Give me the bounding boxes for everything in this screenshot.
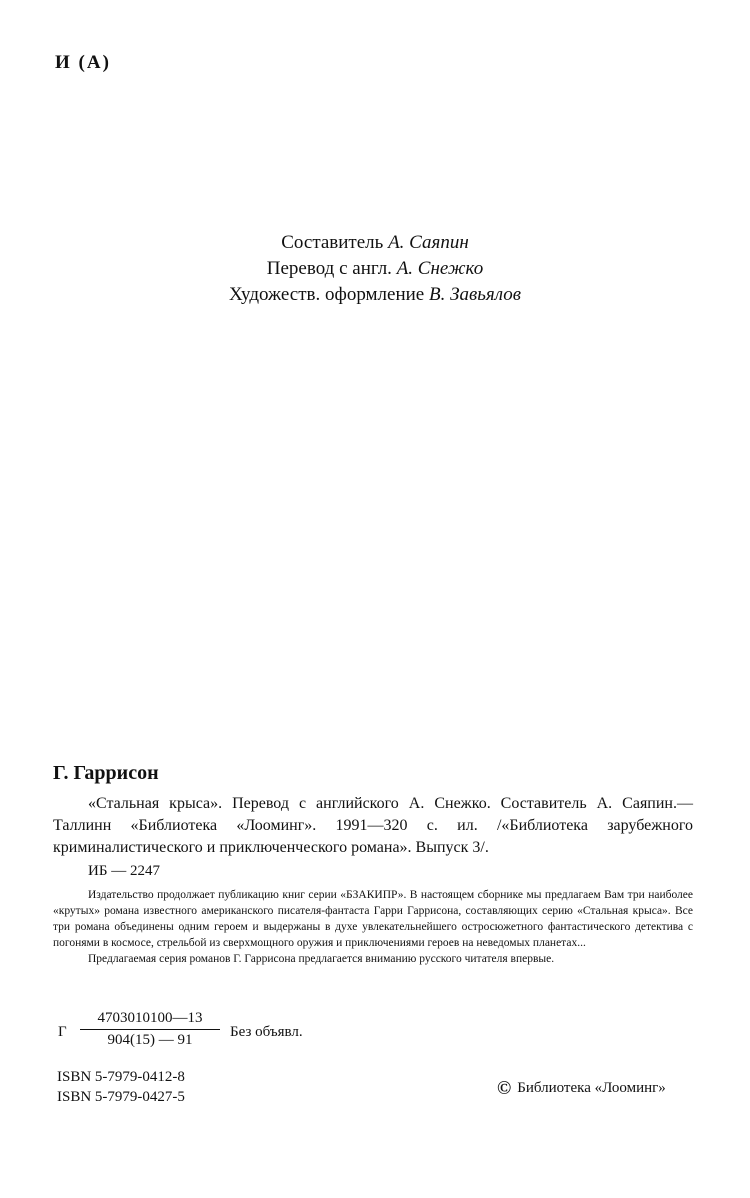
catalog-code: И (А) bbox=[55, 52, 111, 73]
translation-label: Перевод с англ. bbox=[266, 258, 392, 279]
isbn-block bbox=[57, 1067, 185, 1107]
compiler-line bbox=[0, 230, 750, 256]
copyright-icon: © bbox=[497, 1078, 512, 1099]
bibliographic-entry: «Стальная крыса». Перевод с английского А. Снежко. Составитель А. Саяпин.— Таллинн «Библиотека «Лооминг». 1991—320 с. ил. /«Библиотека зарубежного криминалистического и приключенческого романа». Выпуск 3/. bbox=[53, 795, 693, 856]
copyright-holder: Библиотека «Лооминг» bbox=[517, 1080, 666, 1096]
price-code-letter: Г bbox=[58, 1024, 67, 1040]
isbn-line: ISBN 5-7979-0427-5 bbox=[57, 1089, 185, 1105]
compiler-label: Составитель bbox=[281, 232, 384, 253]
credits-block bbox=[0, 230, 750, 308]
designer-name: В. Завьялов bbox=[429, 284, 522, 305]
designer-line bbox=[0, 282, 750, 308]
annotation bbox=[53, 887, 693, 967]
price-code-fraction bbox=[80, 1010, 220, 1049]
annotation-paragraph: Издательство продолжает публикацию книг серии «БЗАКИПР». В настоящем сборнике мы предлагаем Вам три наиболее «крутых» романа известного американского писателя-фантаста Гарри Гаррисона, составляющих серию «Стальная крыса». Все три романа объединены одним героем и выдержаны в духе увлекательнейшего остросюжетного фантастического детектива с погонями в космосе, стрельбой из сверхмощного оружия и приключениями героев на неведомых планетах... bbox=[53, 889, 693, 949]
compiler-name: А. Саяпин bbox=[388, 232, 469, 253]
price-code-numerator: 4703010100—13 bbox=[80, 1010, 220, 1030]
annotation-paragraph: Предлагаемая серия романов Г. Гаррисона предлагается вниманию русского читателя впервые. bbox=[88, 953, 555, 965]
copyright-line bbox=[497, 1078, 666, 1100]
author-heading: Г. Гаррисон bbox=[53, 762, 159, 784]
translator-name: А. Снежко bbox=[396, 258, 484, 279]
ib-number: ИБ — 2247 bbox=[88, 863, 160, 879]
translator-line bbox=[0, 256, 750, 282]
design-label: Художеств. оформление bbox=[228, 284, 425, 305]
price-code-denominator: 904(15) — 91 bbox=[107, 1032, 193, 1048]
isbn-line: ISBN 5-7979-0412-8 bbox=[57, 1069, 185, 1085]
price-note: Без объявл. bbox=[230, 1024, 303, 1040]
